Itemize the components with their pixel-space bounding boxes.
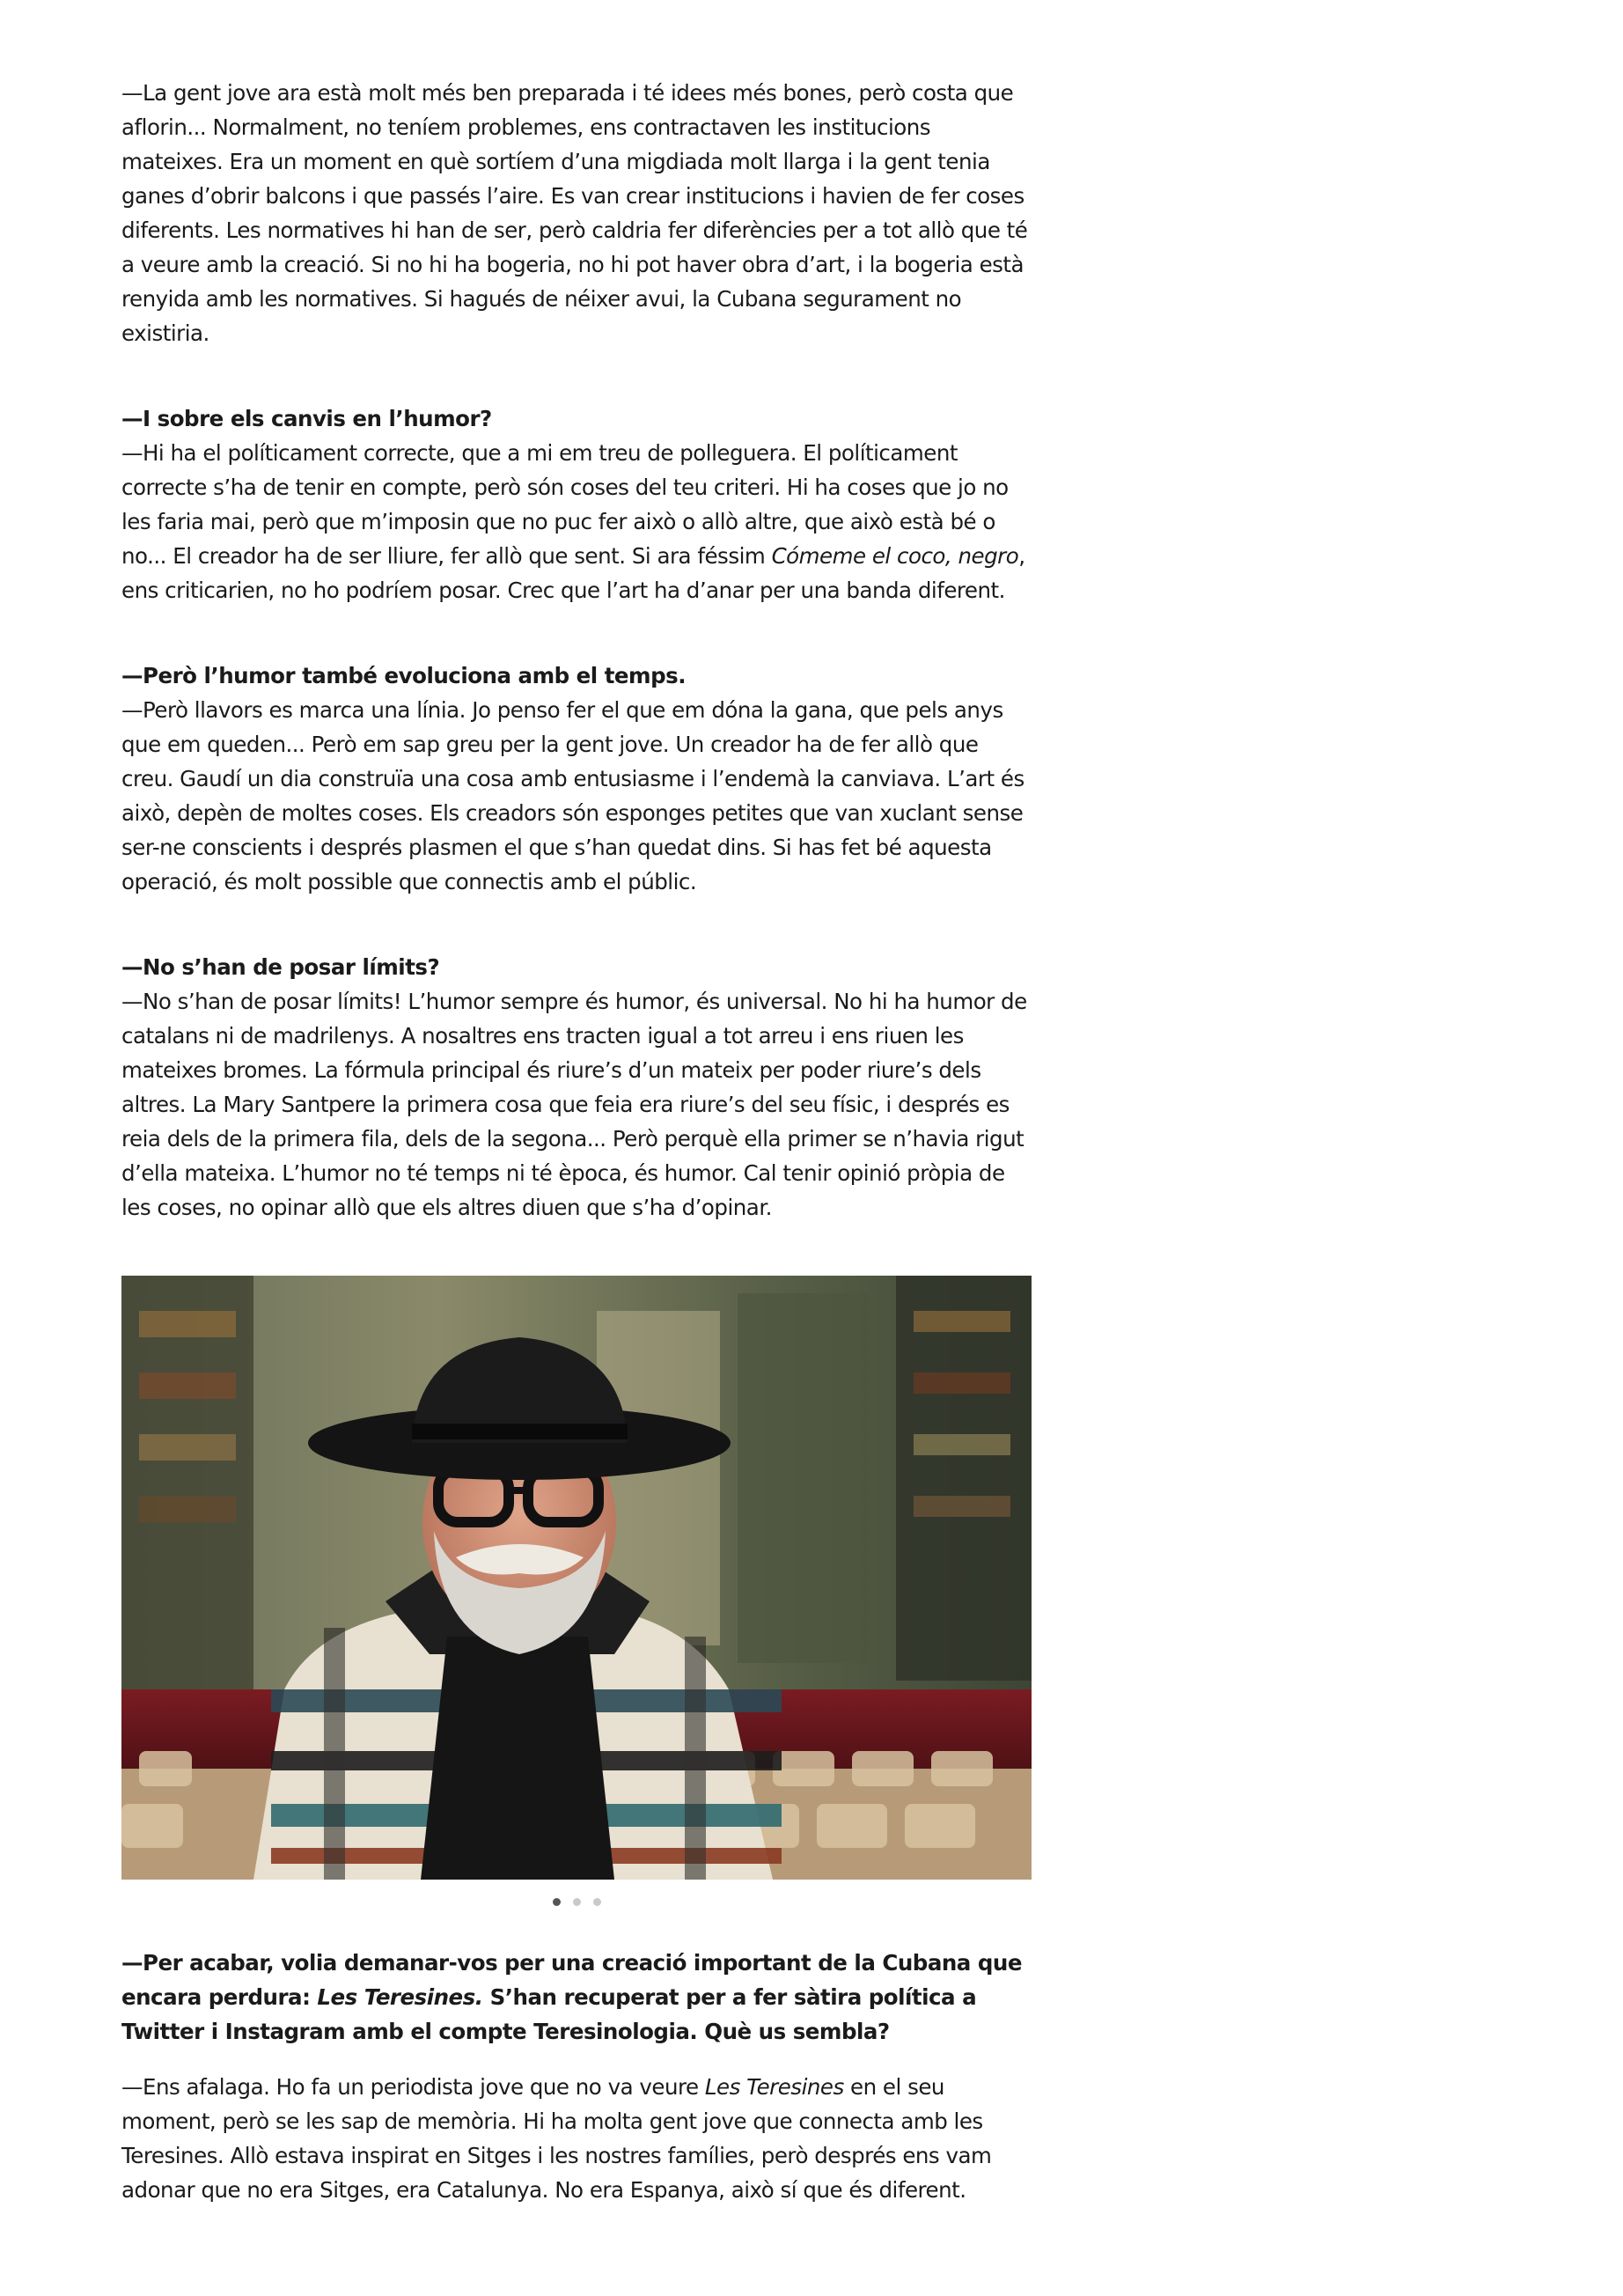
article-body bbox=[121, 76, 1032, 2229]
paragraph-text: S’han recuperat per a fer sàtira política a Twitter i Instagram amb el compte Teresinologia. Què us sembla? bbox=[121, 1983, 977, 2044]
question-paragraph bbox=[121, 1946, 1032, 2049]
answer-paragraph bbox=[121, 2070, 1032, 2207]
interview-block bbox=[121, 76, 1032, 350]
question-paragraph bbox=[121, 659, 1032, 693]
carousel-dot[interactable] bbox=[593, 1898, 601, 1906]
answer-paragraph bbox=[121, 436, 1032, 607]
paragraph-text: —Ens afalaga. Ho fa un periodista jove que no va veure bbox=[121, 2074, 705, 2100]
answer-paragraph bbox=[121, 984, 1032, 1225]
answer-paragraph bbox=[121, 693, 1032, 899]
answer-paragraph bbox=[121, 76, 1032, 350]
question-paragraph bbox=[121, 401, 1032, 436]
paragraph-text: —Per acabar, volia demanar-vos per una creació important de la Cubana que encara perdura: bbox=[121, 1949, 1022, 2010]
paragraph-text: —La gent jove ara està molt més ben preparada i té idees més bones, però costa que aflorin... Normalment, no teníem problemes, ens contractaven les institucions mateixes. Era un moment en què sortíem d’una migdiada molt llarga i la gent tenia ganes d’obrir balcons i que passés l’aire. Es van crear institucions i havien de fer coses diferents. Les normatives hi han de ser, però caldria fer diferències per a tot allò que té a veure amb la creació. Si no hi ha bogeria, no hi pot haver obra d’art, i la bogeria està renyida amb les normatives. Si hagués de néixer avui, la Cubana segurament no existiria. bbox=[121, 80, 1028, 346]
carousel-dot[interactable] bbox=[553, 1898, 561, 1906]
paragraph-text: , ens criticarien, no ho podríem posar. Crec que l’art ha d’anar per una banda diferent. bbox=[121, 543, 1025, 603]
paragraph-text: —No s’han de posar límits? bbox=[121, 954, 440, 980]
question-paragraph bbox=[121, 950, 1032, 984]
italic-title-text: Cómeme el coco, negro bbox=[771, 543, 1019, 569]
paragraph-text: —Hi ha el políticament correcte, que a mi em treu de polleguera. El políticament correcte s’ha de tenir en compte, però són coses del teu criteri. Hi ha coses que jo no les faria mai, però que m’imposin que no puc fer això o allò altre, que això està bé o no... El creador ha de ser lliure, fer allò que sent. Si ara féssim bbox=[121, 440, 1009, 569]
italic-title-text: Les Teresines bbox=[704, 2074, 844, 2100]
carousel-dot[interactable] bbox=[573, 1898, 581, 1906]
interview-block bbox=[121, 401, 1032, 607]
paragraph-text: —I sobre els canvis en l’humor? bbox=[121, 406, 492, 431]
italic-title-text: Les Teresines. bbox=[317, 1983, 483, 2010]
interview-block bbox=[121, 659, 1032, 899]
interview-block bbox=[121, 1946, 1032, 2208]
paragraph-text: —Però l’humor també evoluciona amb el temps. bbox=[121, 663, 687, 688]
carousel-dots bbox=[121, 1880, 1032, 1924]
carousel-photo[interactable] bbox=[121, 1276, 1032, 1880]
paragraph-text: en el seu moment, però se les sap de memòria. Hi ha molta gent jove que connecta amb les Teresines. Allò estava inspirat en Sitges i les nostres famílies, però després ens vam adonar que no era Sitges, era Catalunya. No era Espanya, això sí que és diferent. bbox=[121, 2074, 992, 2203]
paragraph-text: —Però llavors es marca una línia. Jo penso fer el que em dóna la gana, que pels anys que em queden... Però em sap greu per la gent jove. Un creador ha de fer allò que creu. Gaudí un dia construïa una cosa amb entusiasme i l’endemà la canviava. L’art és això, depèn de moltes coses. Els creadors són esponges petites que van xuclant sense ser-ne conscients i després plasmen el que s’han quedat dins. Si has fet bé aquesta operació, és molt possible que connectis amb el públic. bbox=[121, 697, 1024, 894]
interview-block bbox=[121, 950, 1032, 1225]
image-carousel bbox=[121, 1276, 1032, 1924]
paragraph-text: —No s’han de posar límits! L’humor sempre és humor, és universal. No hi ha humor de catalans ni de madrilenys. A nosaltres ens tracten igual a tot arreu i ens riuen les mateixes bromes. La fórmula principal és riure’s d’un mateix per poder riure’s dels altres. La Mary Santpere la primera cosa que feia era riure’s del seu físic, i després es reia dels de la primera fila, dels de la segona... Però perquè ella primer se n’havia rigut d’ella mateixa. L’humor no té temps ni té època, és humor. Cal tenir opinió pròpia de les coses, no opinar allò que els altres diuen que s’ha d’opinar. bbox=[121, 989, 1027, 1220]
